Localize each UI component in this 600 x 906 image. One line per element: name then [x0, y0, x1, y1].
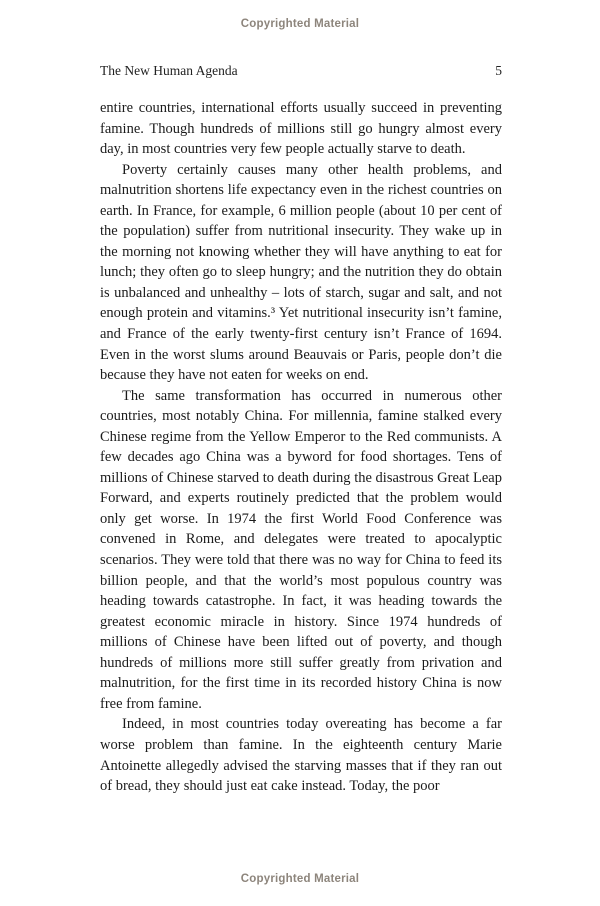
page-body [100, 98, 502, 797]
page-number: 5 [495, 63, 502, 78]
paragraph-3: The same transformation has occurred in numerous other countries, most notably China. For millennia, famine stalked every Chinese regime from the Yellow Emperor to the Red communists. A few decades ago China was a byword for food shortages. Tens of millions of Chinese starved to death during the disastrous Great Leap Forward, and experts routinely predicted that the problem would only get worse. In 1974 the first World Food Conference was convened in Rome, and delegates were treated to apocalyptic scenarios. They were told that there was no way for China to feed its billion people, and that the world’s most populous country was heading towards catastrophe. In fact, it was heading towards the greatest economic miracle in history. Since 1974 hundreds of millions of Chinese have been lifted out of poverty, and though hundreds of millions more still suffer greatly from privation and malnutrition, for the first time in its recorded history China is now free from famine. [100, 387, 502, 712]
paragraph-2: Poverty certainly causes many other health problems, and malnutrition shortens life expectancy even in the richest countries on earth. In France, for example, 6 million people (about 10 per cent of the population) suffer from nutritional insecurity. They wake up in the morning not knowing whether they will have anything to eat for lunch; they often go to sleep hungry; and the nutrition they do obtain is unbalanced and unhealthy – lots of starch, sugar and salt, and not enough protein and vitamins.³ Yet nutritional insecurity isn’t famine, and France of the early twenty-first century isn’t France of 1694. Even in the worst slums around Beauvais or Paris, people don’t die because they have not eaten for weeks on end. [100, 161, 502, 384]
paragraph-4: Indeed, in most countries today overeating has become a far worse problem than famine. In the eighteenth century Marie Antoinette allegedly advised the starving masses that if they ran out of bread, they should just eat cake instead. Today, the poor [100, 716, 502, 795]
paragraph-1: entire countries, international efforts usually succeed in preventing famine. Though hundreds of millions still go hungry almost every day, in most countries very few people actually starve to death. [100, 100, 502, 158]
copyright-notice-top: Copyrighted Material [240, 18, 360, 30]
chapter-title: The New Human Agenda [100, 63, 238, 78]
copyright-notice-bottom: Copyrighted Material [240, 873, 360, 885]
running-header [100, 63, 502, 79]
